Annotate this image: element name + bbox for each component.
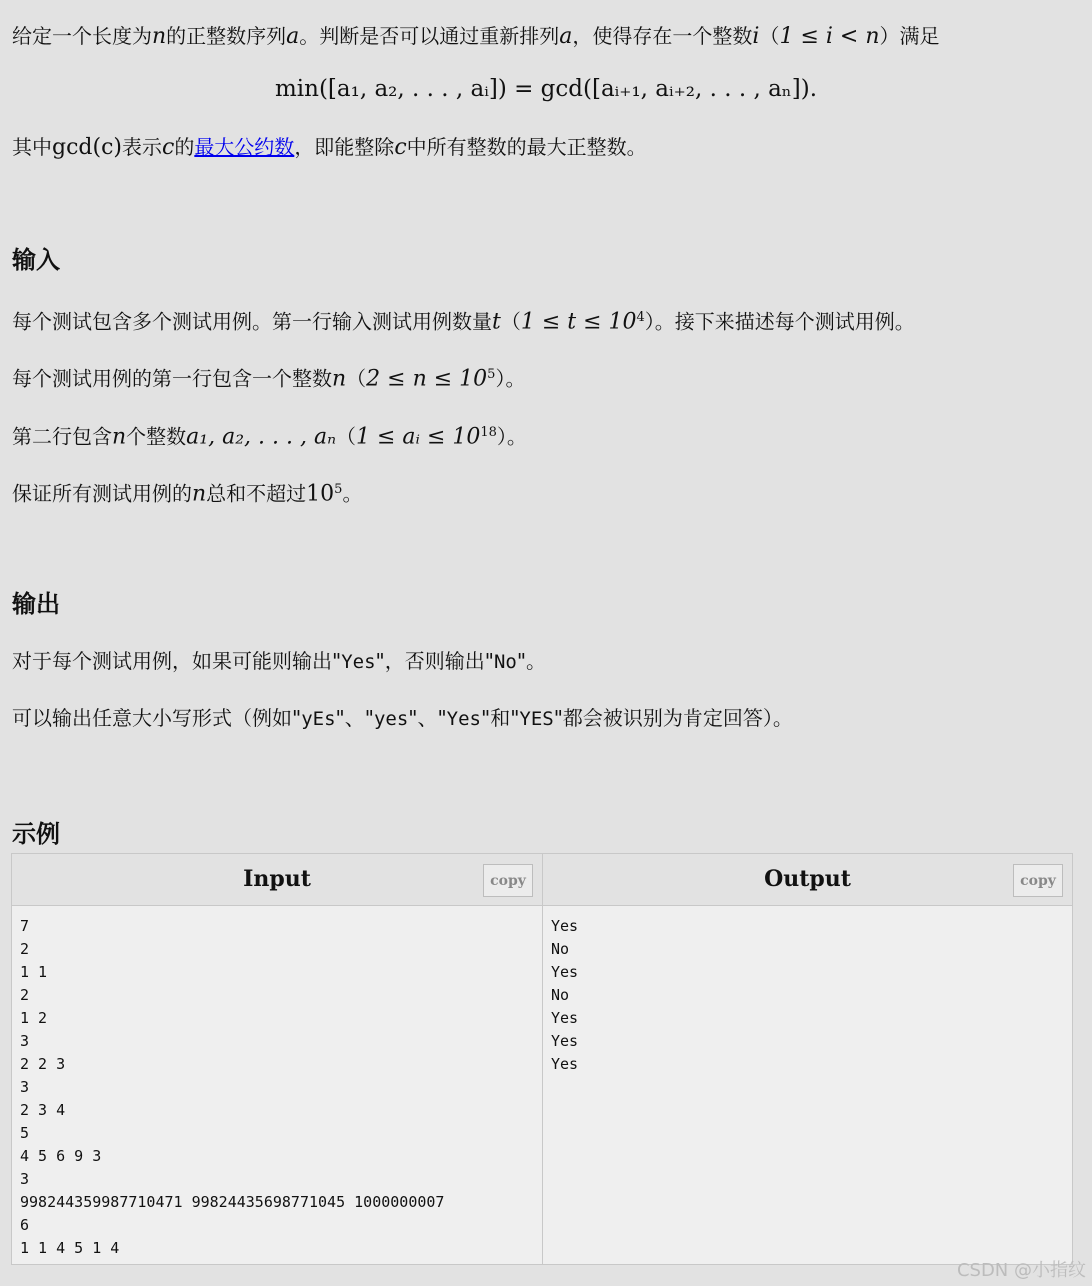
input-line-2 (12, 361, 525, 394)
math-condition: 2 ≤ n ≤ 10 (366, 366, 488, 392)
code-variant: Yes (446, 708, 481, 730)
text: （ (500, 309, 521, 334)
sample-output-title: Output (764, 866, 851, 892)
sample-line: 7 (20, 917, 30, 935)
math-n: n (332, 366, 347, 392)
input-line-3 (12, 419, 527, 452)
text: 。 (342, 481, 363, 506)
sample-line: 1 1 (20, 963, 48, 981)
input-heading: 输入 (12, 246, 60, 274)
sample-line: 2 2 3 (20, 1055, 66, 1073)
output-line-1 (12, 647, 546, 676)
sample-line: 2 (20, 986, 30, 1004)
sample-line: No (551, 940, 570, 958)
text: 的 (174, 135, 195, 159)
sample-line: 4 5 6 9 3 (20, 1147, 102, 1165)
text: "、" (408, 706, 447, 730)
text: 表示 (121, 135, 162, 159)
text: ）满足 (879, 24, 940, 48)
math-n: n (192, 481, 207, 507)
text: "，否则输出" (375, 649, 494, 673)
sample-output-column (543, 854, 1072, 1264)
sample-input-column (12, 854, 543, 1264)
sample-input-content (20, 915, 444, 1260)
code-no: No (493, 651, 517, 673)
sample-panel (11, 853, 1073, 1265)
sample-line: 2 (20, 940, 30, 958)
text: 给定一个长度为 (12, 24, 152, 48)
output-line-2 (12, 704, 793, 733)
math-condition: 1 ≤ t ≤ 10 (520, 309, 637, 335)
math-gcd: gcd(c) (52, 135, 122, 160)
text: 其中 (12, 135, 52, 159)
text: "、" (335, 706, 374, 730)
display-formula: min([a₁, a₂, . . . , aᵢ]) = gcd([aᵢ₊₁, aᵢ₊₂, . . . , aₙ]). (274, 76, 818, 102)
sample-line: 3 (20, 1078, 30, 1096)
sample-line: Yes (551, 1009, 579, 1027)
text: ）。接下来描述每个测试用例。 (644, 309, 915, 334)
math-a: a (286, 24, 300, 49)
math-exponent: 4 (636, 310, 645, 325)
text: 保证所有测试用例的 (12, 481, 192, 506)
math-condition: 1 ≤ i < n (779, 24, 880, 49)
text: 每个测试用例的第一行包含一个整数 (12, 366, 332, 391)
sample-output-content (551, 915, 578, 1076)
copy-input-button[interactable]: copy (483, 864, 533, 897)
math-exponent: 5 (487, 367, 496, 382)
copy-output-button[interactable]: copy (1013, 864, 1063, 897)
code-yes: Yes (341, 651, 376, 673)
text: ，即能整除 (294, 135, 395, 159)
text: 总和不超过 (206, 481, 307, 506)
code-variant: yEs (301, 708, 336, 730)
code-variant: yes (373, 708, 409, 730)
sample-line: 1 1 4 5 1 4 (20, 1239, 120, 1257)
input-line-1 (12, 304, 915, 337)
text: "都会被识别为肯定回答）。 (553, 706, 793, 730)
watermark: CSDN @小指纹 (956, 1260, 1086, 1281)
sample-line: 3 (20, 1032, 30, 1050)
text: 可以输出任意大小写形式（例如" (12, 706, 302, 730)
sample-line: Yes (551, 1055, 579, 1073)
math-c: c (394, 135, 407, 160)
math-i: i (752, 24, 760, 49)
math-exponent: 5 (334, 482, 343, 497)
text: （ (759, 24, 780, 48)
math-condition: 1 ≤ aᵢ ≤ 10 (356, 424, 481, 450)
sample-line: 5 (20, 1124, 30, 1142)
gcd-definition-paragraph (12, 133, 647, 162)
sample-line: Yes (551, 963, 579, 981)
sample-input-title: Input (243, 866, 311, 892)
math-sequence: a₁, a₂, . . . , aₙ (186, 424, 336, 450)
sample-input-header (12, 854, 542, 906)
text: "。 (516, 649, 547, 673)
sample-line: 2 3 4 (20, 1101, 66, 1119)
math-n: n (152, 24, 167, 49)
text: 的正整数序列 (166, 24, 287, 48)
text: 个整数 (126, 424, 187, 449)
sample-line: 3 (20, 1170, 30, 1188)
text: ，使得存在一个整数 (572, 24, 753, 48)
output-heading: 输出 (12, 590, 60, 618)
math-a: a (559, 24, 573, 49)
gcd-link[interactable]: 最大公约数 (194, 135, 295, 159)
math-number: 10 (306, 481, 335, 507)
sample-line: 6 (20, 1216, 30, 1234)
sample-line: 1 2 (20, 1009, 48, 1027)
text: 每个测试包含多个测试用例。第一行输入测试用例数量 (12, 309, 492, 334)
text: （ (336, 424, 356, 449)
example-heading: 示例 (12, 820, 60, 848)
math-t: t (492, 309, 501, 335)
math-c: c (161, 135, 175, 160)
statement-paragraph (12, 22, 940, 51)
text: "和" (481, 706, 520, 730)
text: 对于每个测试用例，如果可能则输出" (12, 649, 342, 673)
input-line-4 (12, 476, 362, 509)
sample-line: 998244359987710471 99824435698771045 1000000007 (20, 1193, 445, 1211)
sample-output-header (543, 854, 1072, 906)
text: 。判断是否可以通过重新排列 (299, 24, 560, 48)
math-n: n (112, 424, 127, 450)
text: （ (346, 366, 367, 391)
code-variant: YES (519, 708, 554, 730)
sample-line: Yes (551, 1032, 579, 1050)
text: ）。 (496, 424, 527, 449)
text: 中所有整数的最大正整数。 (406, 135, 647, 159)
sample-line: No (551, 986, 570, 1004)
math-exponent: 18 (480, 425, 497, 440)
text: ）。 (495, 366, 526, 391)
sample-line: Yes (551, 917, 579, 935)
text: 第二行包含 (12, 424, 112, 449)
